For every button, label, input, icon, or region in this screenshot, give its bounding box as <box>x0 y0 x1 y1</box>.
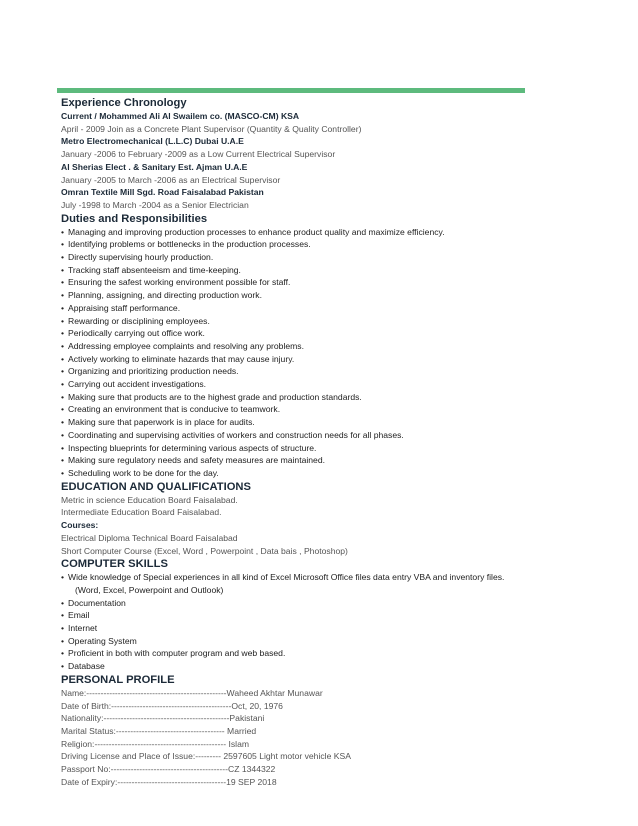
list-item: • Scheduling work to be done for the day. <box>61 467 621 480</box>
accent-bar <box>57 88 525 93</box>
list-item: • Appraising staff performance. <box>61 302 621 315</box>
duties-heading: Duties and Responsibilities <box>61 212 208 225</box>
duties-list <box>61 226 621 480</box>
list-item: • Inspecting blueprints for determining various aspects of structure. <box>61 442 621 455</box>
job-detail: April - 2009 Join as a Concrete Plant Supervisor (Quantity & Quality Controller) <box>61 123 362 134</box>
list-item: • Making sure regulatory needs and safety measures are maintained. <box>61 454 621 467</box>
list-item: • Internet <box>61 622 621 635</box>
resume-body <box>61 96 621 788</box>
profile-line: Nationality:--------------------------------------------Pakistani <box>61 713 265 724</box>
list-item: • Database <box>61 660 621 673</box>
list-item: • Coordinating and supervising activities of workers and construction needs for all phases. <box>61 429 621 442</box>
profile-line: Driving License and Place of Issue:--------- 2597605 Light motor vehicle KSA <box>61 751 351 762</box>
profile-heading: PERSONAL PROFILE <box>61 673 175 686</box>
list-item: • Email <box>61 609 621 622</box>
profile-line: Passport No:-----------------------------------------CZ 1344322 <box>61 764 276 775</box>
skills-heading: COMPUTER SKILLS <box>61 558 168 571</box>
list-item: • Organizing and prioritizing production needs. <box>61 365 621 378</box>
list-item: • Operating System <box>61 635 621 648</box>
list-item: • Ensuring the safest working environment possible for staff. <box>61 276 621 289</box>
skill-text-continued: (Word, Excel, Powerpoint and Outlook) <box>75 584 224 595</box>
list-item: • Managing and improving production processes to enhance product quality and maximize efficiency. <box>61 226 621 239</box>
list-item: • Making sure that products are to the highest grade and production standards. <box>61 391 621 404</box>
skills-section <box>61 557 621 673</box>
list-item: • Creating an environment that is conducive to teamwork. <box>61 403 621 416</box>
list-item: • Periodically carrying out office work. <box>61 327 621 340</box>
course-line: Short Computer Course (Excel, Word , Powerpoint , Data bais , Photoshop) <box>61 545 348 556</box>
profile-line: Date of Birth:------------------------------------------Oct, 20, 1976 <box>61 700 283 711</box>
list-item: • Directly supervising hourly production. <box>61 251 621 264</box>
profile-line: Marital Status:-------------------------------------- Married <box>61 725 257 736</box>
profile-section <box>61 673 621 789</box>
list-item: • Actively working to eliminate hazards that may cause injury. <box>61 353 621 366</box>
list-item: • Addressing employee complaints and resolving any problems. <box>61 340 621 353</box>
job-company: Omran Textile Mill Sgd. Road Faisalabad Pakistan <box>61 187 264 198</box>
list-item: • Planning, assigning, and directing production work. <box>61 289 621 302</box>
list-item: • Tracking staff absenteeism and time-keeping. <box>61 264 621 277</box>
courses-label: Courses: <box>61 520 99 531</box>
job-company: Current / Mohammed Ali Al Swailem co. (MASCO-CM) KSA <box>61 111 300 121</box>
list-item: • Rewarding or disciplining employees. <box>61 315 621 328</box>
profile-line: Religion:---------------------------------------------- Islam <box>61 738 250 749</box>
list-item: • Identifying problems or bottlenecks in the production processes. <box>61 238 621 251</box>
profile-line: Date of Expiry:--------------------------------------19 SEP 2018 <box>61 776 277 787</box>
education-line: Intermediate Education Board Faisalabad. <box>61 507 222 518</box>
list-item: • Proficient in both with computer program and web based. <box>61 647 621 660</box>
skills-list <box>61 571 621 673</box>
list-item: • Documentation <box>61 597 621 610</box>
duties-section <box>61 212 621 480</box>
job-detail: July -1998 to March -2004 as a Senior Electrician <box>61 199 249 210</box>
job-detail: January -2006 to February -2009 as a Low Current Electrical Supervisor <box>61 149 336 160</box>
list-item: • Making sure that paperwork is in place for audits. <box>61 416 621 429</box>
list-item: • Carrying out accident investigations. <box>61 378 621 391</box>
job-company: Al Sherias Elect . & Sanitary Est. Ajman U.A.E <box>61 161 248 172</box>
education-heading: EDUCATION AND QUALIFICATIONS <box>61 480 251 493</box>
skill-text: Wide knowledge of Special experiences in all kind of Excel Microsoft Office files data entry VBA and inventory files. <box>68 572 505 583</box>
list-item <box>61 571 621 596</box>
experience-heading: Experience Chronology <box>61 97 187 109</box>
job-company: Metro Electromechanical (L.L.C) Dubai U.A.E <box>61 136 244 147</box>
profile-line: Name:-------------------------------------------------Waheed Akhtar Munawar <box>61 687 323 698</box>
job-detail: January -2005 to March -2006 as an Electrical Supervisor <box>61 174 281 185</box>
education-section <box>61 480 621 558</box>
course-line: Electrical Diploma Technical Board Faisalabad <box>61 532 238 543</box>
experience-section <box>61 96 621 212</box>
education-line: Metric in science Education Board Faisalabad. <box>61 494 238 505</box>
